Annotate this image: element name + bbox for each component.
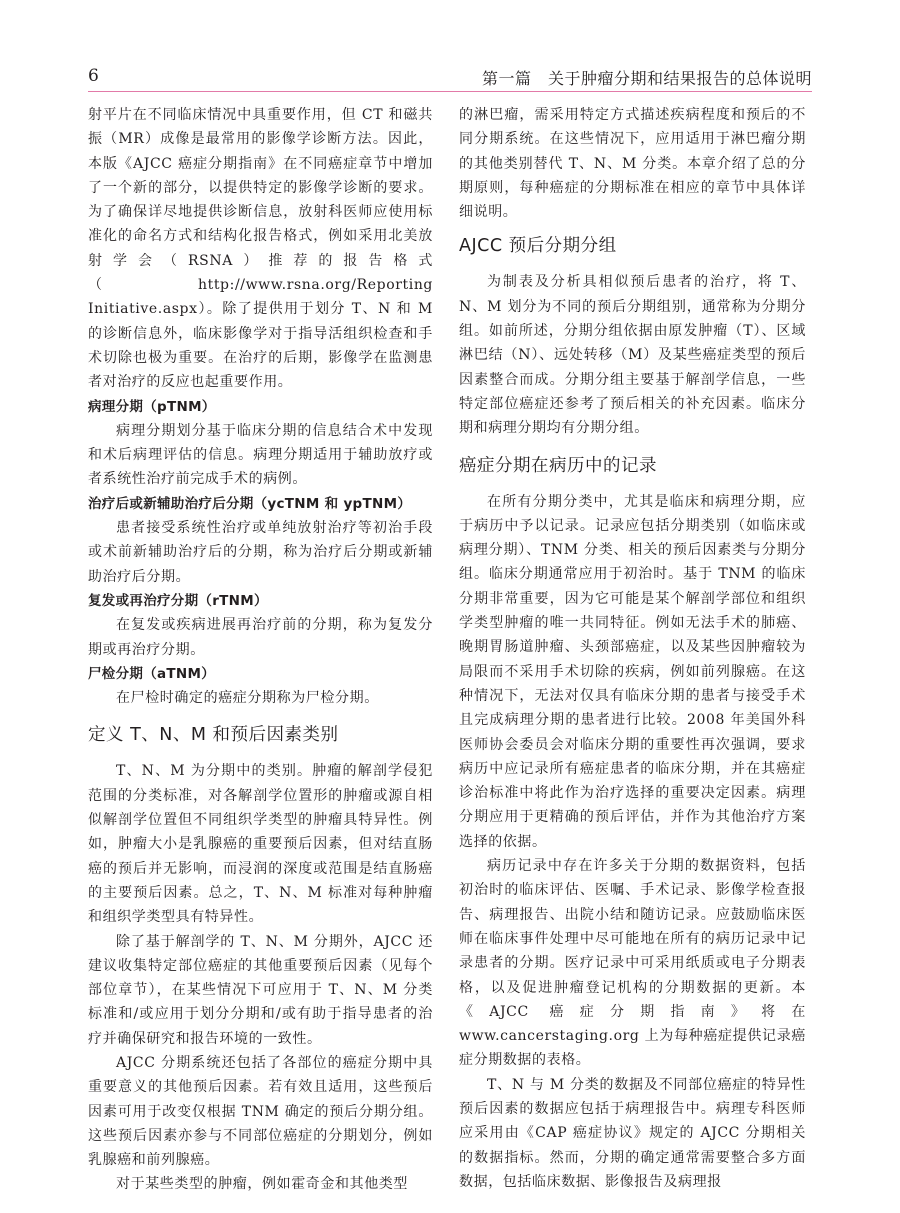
- atnm-paragraph: 在尸检时确定的癌症分期称为尸检分期。: [116, 690, 379, 707]
- tnm-paragraph-1: T、N、M 为分期中的类别。肿瘤的解剖学侵犯范围的分类标准，对各解剖学位置形的肿瘤或源自相似解剖学位置但不同组织学类型的肿瘤具特异性。例如，肿瘤大小是乳腺癌的重要预后因素，但对结直肠癌的预后并无影响，而浸润的深度或范围是结直肠癌的主要预后因素。总之，T、N、M 标准对每种肿瘤和组织学类型具有特异性。: [88, 763, 433, 926]
- continued-paragraph: 的淋巴瘤，需采用特定方式描述疾病程度和预后的不同分期系统。在这些情况下，应用适用于淋巴瘤分期的其他类别替代 T、N、M 分类。本章介绍了总的分期原则，每种癌症的分期标准在相应的章节中具体详细说明。: [459, 107, 806, 221]
- tnm-paragraph-4: 对于某些类型的肿瘤，例如霍奇金和其他类型: [116, 1176, 408, 1193]
- section-heading-medical-record: 癌症分期在病历中的记录: [459, 455, 657, 476]
- header-rule: [88, 91, 812, 92]
- page-header: [88, 62, 812, 88]
- chapter-title: 第一篇 关于肿瘤分期和结果报告的总体说明: [481, 69, 812, 88]
- page-number: 6: [88, 66, 99, 86]
- ptnm-heading: 病理分期（pTNM）: [88, 398, 216, 415]
- record-paragraph-2: 病历记录中存在许多关于分期的数据资料，包括初治时的临床评估、医嘱、手术记录、影像学检查报告、病理报告、出院小结和随访记录。应鼓励临床医师在临床事件处理中尽可能地在所有的病历记录中记录患者的分期。医疗记录中可采用纸质或电子分期表格，以及促进肿瘤登记机构的分期数据的更新。本《AJCC 癌症分期指南》将在 www.cancerstaging.org 上为每种癌症提供记录癌症分期数据的表格。: [459, 858, 806, 1069]
- tnm-paragraph-2: 除了基于解剖学的 T、N、M 分期外，AJCC 还建议收集特定部位癌症的其他重要预后因素（见每个部位章节），在某些情况下可应用于 T、N、M 分类标准和/或应用于划分分期和/或有助于指导患者的治疗并确保研究和报告环境的一致性。: [88, 933, 433, 1047]
- left-column: [88, 103, 433, 1197]
- ptnm-paragraph: 病理分期划分基于临床分期的信息结合术中发现和术后病理评估的信息。病理分期适用于辅助放疗或者系统性治疗前完成手术的病例。: [88, 422, 433, 488]
- atnm-heading: 尸检分期（aTNM）: [88, 665, 216, 682]
- tnm-paragraph-3: AJCC 分期系统还包括了各部位的癌症分期中具重要意义的其他预后因素。若有效且适用，这些预后因素可用于改变仅根据 TNM 确定的预后分期分组。这些预后因素亦参与不同部位癌症的分期划分，例如乳腺癌和前列腺癌。: [88, 1054, 433, 1169]
- yptnm-heading: 治疗后或新辅助治疗后分期（ycTNM 和 ypTNM）: [88, 495, 412, 512]
- section-heading-tnm-definitions: 定义 T、N、M 和预后因素类别: [88, 725, 339, 746]
- rtnm-paragraph: 在复发或疾病进展再治疗前的分期，称为复发分期或再治疗分期。: [88, 617, 433, 658]
- rtnm-heading: 复发或再治疗分期（rTNM）: [88, 592, 268, 609]
- record-paragraph-3: T、N 与 M 分类的数据及不同部位癌症的特异性预后因素的数据应包括于病理报告中。病理专科医师应采用由《CAP 癌症协议》规定的 AJCC 分期相关的数据指标。然而，分期的确定通常需要整合多方面数据，包括临床数据、影像报告及病理报: [459, 1076, 806, 1190]
- record-paragraph-1: 在所有分期分类中，尤其是临床和病理分期，应于病历中予以记录。记录应包括分期类别（如临床或病理分期）、TNM 分类、相关的预后因素类与分期分组。临床分期通常应用于初治时。基于 TNM 的临床分期非常重要，因为它可能是某个解剖学部位和组织学类型肿瘤的唯一共同特征。例如无法手术的肺癌、晚期胃肠道肿瘤、头颈部癌症，以及某些因肿瘤较为局限而不采用手术切除的疾病，例如前列腺癌。在这种情况下，无法对仅具有临床分期的患者与接受手术且完成病理分期的患者进行比较。2008 年美国外科医师协会委员会对临床分期的重要性再次强调，要求病历中应记录所有癌症患者的临床分期，并在其癌症诊治标准中将此作为治疗选择的重要决定因素。病理分期应用于更精确的预后评估，并作为其他治疗方案选择的依据。: [459, 493, 806, 850]
- stage-groups-paragraph: 为制表及分析具相似预后患者的治疗，将 T、N、M 划分为不同的预后分期组别，通常称为分期分组。如前所述，分期分组依据由原发肿瘤（T）、区域淋巴结（N）、远处转移（M）及某些癌症类型的预后因素整合而成。分期分组主要基于解剖学信息，一些特定部位癌症还参考了预后相关的补充因素。临床分期和病理分期均有分期分组。: [459, 274, 806, 437]
- intro-paragraph: 射平片在不同临床情况中具重要作用，但 CT 和磁共振（MR）成像是最常用的影像学诊断方法。因此，本版《AJCC 癌症分期指南》在不同癌症章节中增加了一个新的部分，以提供特定的影像学诊断的要求。为了确保详尽地提供诊断信息，放射科医师应使用标准化的命名方式和结构化报告格式，例如采用北美放射学会（RSNA）推荐的报告格式（http://www.rsna.org/Reporting Initiative.aspx）。除了提供用于划分 T、N 和 M 的诊断信息外，临床影像学对于指导活组织检查和手术切除也极为重要。在治疗的后期，影像学在监测患者对治疗的反应也起重要作用。: [88, 107, 433, 391]
- right-column: [459, 103, 806, 1194]
- yptnm-paragraph: 患者接受系统性治疗或单纯放射治疗等初治手段或术前新辅助治疗后的分期，称为治疗后分期或新辅助治疗后分期。: [88, 520, 433, 585]
- section-heading-stage-groups: AJCC 预后分期分组: [459, 236, 617, 257]
